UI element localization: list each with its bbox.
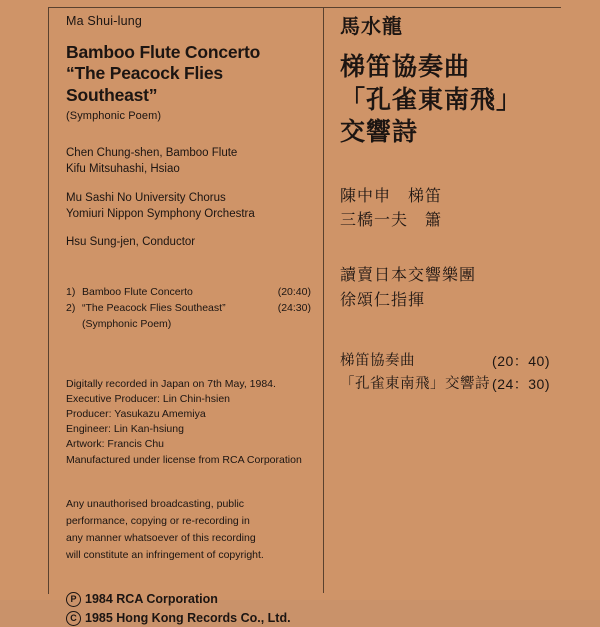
- legal-line: will constitute an infringement of copyright.: [66, 548, 264, 561]
- track-row-zh: [340, 350, 550, 373]
- credits-block: [66, 377, 314, 468]
- ensemble-line: Mu Sashi No University Chorus: [66, 191, 226, 204]
- track-row-zh: [340, 373, 550, 396]
- copyright-block: [66, 590, 314, 627]
- ensemble-line-zh: 徐頌仁指揮: [340, 291, 426, 309]
- copyright-text: 1984 RCA Corporation: [85, 591, 218, 606]
- album-title-zh-line-3: 交響詩: [340, 118, 419, 146]
- tracklist-zh: [340, 350, 555, 396]
- chinese-column: [340, 10, 555, 396]
- album-title-zh-line-1: 梯笛協奏曲: [340, 53, 471, 81]
- album-title-zh-line-2: 「孔雀東南飛」: [340, 85, 523, 114]
- tracklist-en: [66, 285, 314, 332]
- track-number: 1): [66, 286, 76, 299]
- column-divider: [323, 7, 324, 593]
- ensembles-en: [66, 191, 314, 223]
- performer-line-zh: 三橋一夫 簫: [340, 212, 443, 230]
- credit-line: Engineer: Lin Kan-hsiung: [66, 423, 184, 436]
- track-duration: (20:40): [277, 286, 311, 299]
- credit-line: Artwork: Francis Chu: [66, 438, 165, 451]
- copyright-text: 1985 Hong Kong Records Co., Ltd.: [85, 610, 291, 625]
- copyright-line: [66, 590, 314, 609]
- track-row: [66, 301, 311, 333]
- performer-line: Chen Chung-shen, Bamboo Flute: [66, 147, 238, 160]
- track-title-zh: 梯笛協奏曲: [340, 352, 415, 369]
- album-subtitle-en: (Symphonic Poem): [66, 110, 162, 123]
- performer-line: Kifu Mitsuhashi, Hsiao: [66, 162, 180, 175]
- performer-line-zh: 陳中申 梯笛: [340, 187, 443, 205]
- track-duration-zh: (20：40): [492, 352, 550, 369]
- ensemble-line: Yomiuri Nippon Symphony Orchestra: [66, 207, 255, 220]
- performers-zh: [340, 185, 555, 235]
- legal-line: performance, copying or re-recording in: [66, 514, 250, 527]
- credit-line: Digitally recorded in Japan on 7th May, 1984.: [66, 377, 276, 390]
- legal-line: Any unauthorised broadcasting, public: [66, 497, 245, 510]
- english-column: [66, 14, 314, 627]
- album-title-line-1: Bamboo Flute Concerto: [66, 42, 261, 62]
- legal-notice: [66, 496, 314, 564]
- track-row: [66, 285, 311, 301]
- copyright-line: [66, 609, 314, 627]
- album-title-zh: [340, 51, 555, 149]
- credit-line: Manufactured under license from RCA Corporation: [66, 453, 302, 466]
- track-subtitle: (Symphonic Poem): [82, 317, 172, 330]
- track-title: “The Peacock Flies Southeast”: [82, 302, 226, 315]
- composer-name-zh: 馬水龍: [340, 16, 403, 38]
- composer-name-en: Ma Shui-lung: [66, 14, 143, 28]
- performers-en: [66, 146, 314, 251]
- conductor-en: Hsu Sung-jen, Conductor: [66, 236, 196, 249]
- ensemble-line-zh: 讀賣日本交響樂團: [340, 267, 477, 285]
- track-number: 2): [66, 302, 76, 315]
- track-title: Bamboo Flute Concerto: [82, 286, 193, 299]
- copyright-mark-icon: C: [66, 611, 81, 626]
- credit-line: Executive Producer: Lin Chin-hsien: [66, 392, 231, 405]
- ensembles-zh: [340, 264, 555, 314]
- phonogram-mark-icon: P: [66, 592, 81, 607]
- legal-line: any manner whatsoever of this recording: [66, 531, 256, 544]
- album-title-en: [66, 42, 314, 106]
- track-title-zh: 「孔雀東南飛」交響詩: [340, 375, 490, 392]
- album-title-line-2: “The Peacock Flies Southeast”: [66, 63, 223, 105]
- track-duration: (24:30): [277, 302, 311, 315]
- credit-line: Producer: Yasukazu Amemiya: [66, 408, 206, 421]
- track-duration-zh: (24：30): [492, 375, 550, 392]
